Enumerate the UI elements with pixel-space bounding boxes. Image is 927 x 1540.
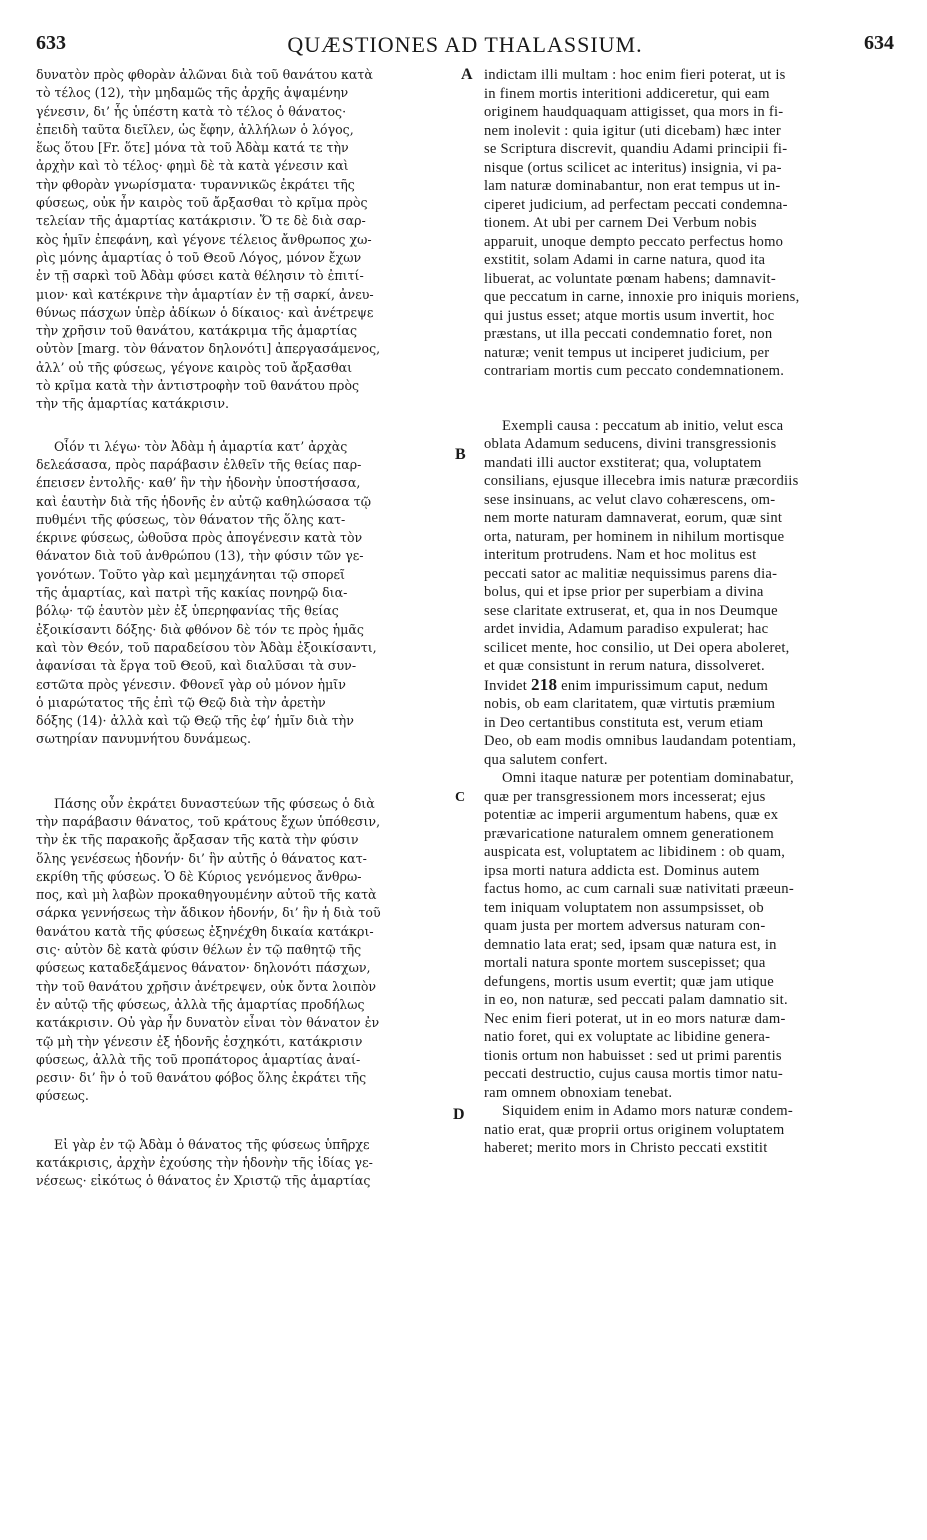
text-line: nisque (ortus scilicet ac interitus) insignia, vi pa- [484, 159, 782, 176]
text-line: in finem mortis interitioni addiceretur, qui eam [484, 85, 770, 102]
text-line: ρὶς μόνης ἁμαρτίας ὁ τοῦ Θεοῦ Λόγος, μόνον ἔχων [36, 249, 362, 265]
greek-paragraph-1 [36, 66, 458, 414]
text-line: orta, naturam, per hominem in nihilum mortisque [484, 528, 785, 545]
margin-marker-d: D [453, 1106, 465, 1123]
text-line: ἐξοικίσαντι δόξης· διὰ φθόνον δὲ τόν τε πρὸς ἡμᾶς [36, 621, 364, 637]
text-line: tem iniquam voluptatem non assumpsisset, ob [484, 899, 764, 916]
text-line: in Deo certantibus constituta est, verum etiam [484, 714, 764, 731]
text-line: κατάκρισιν. Οὐ γὰρ ἦν δυνατὸν εἶναι τὸν θάνατον ἐν [36, 1015, 380, 1031]
text-line: τὴν φθορὰν γνωρίσματα· τυραννικῶς ἐκράτει τῆς [36, 176, 355, 192]
text-line: defungens, mortis usum evertit; quæ jam utique [484, 973, 774, 990]
text-line: prævaricatione naturalem omnem generationem [484, 825, 774, 842]
text-line: καὶ τὸν Θεόν, τοῦ παραδείσου τὸν Ἀδὰμ ἐξοικίσαντι, [36, 639, 377, 655]
latin-paragraph-3 [484, 769, 894, 1102]
text-line: Εἰ γὰρ ἐν τῷ Ἀδὰμ ὁ θάνατος τῆς φύσεως ὑπῆρχε [54, 1136, 370, 1152]
text-line: peccati sator ac malitiæ nequissimus parens dia- [484, 565, 778, 582]
text-line: τὴν τοῦ θανάτου χρῆσιν ἀνέτρεψεν, οὐκ ὄντα λοιπὸν [36, 978, 377, 994]
text-line: scilicet mente, hoc consilio, ut Dei opera aboleret, [484, 639, 790, 656]
text-line: εστῶτα πρὸς γένεσιν. Φθονεῖ γὰρ οὐ μόνον ἡμῖν [36, 676, 346, 692]
text-line: τὴν τῆς ἁμαρτίας κατάκρισιν. [36, 396, 230, 412]
text-line: Siquidem enim in Adamo mors naturæ condem- [502, 1103, 793, 1119]
text-line: ὁ μιαρώτατος τῆς ἐπὶ τῷ Θεῷ διὰ τὴν ἀρετὴν [36, 694, 326, 710]
text-line: auspicata est, voluptatem ac libidinem : ob quam, [484, 844, 786, 860]
text-line: ἐν τῇ σαρκὶ τοῦ Ἀδὰμ φύσει κατὰ θέλησιν τὸ ἐπιτί- [36, 268, 364, 284]
latin-line-with-number: Invidet 218 enim impurissimum caput, nedum [484, 675, 769, 694]
text-line: natio erat, quæ proprii ortus originem voluptatem [484, 1121, 785, 1138]
text-line: Exempli causa : peccatum ab initio, velut esca [502, 417, 784, 434]
text-line: μιον· καὶ κατέκρινε τὴν ἁμαρτίαν ἐν τῇ σαρκί, ἀνευ- [36, 286, 374, 302]
text-line: κὸς ἡμῖν ἐπεφάνη, καὶ γέγονε τέλειος ἄνθρωπος χω- [36, 231, 372, 247]
text-line: tionem. At ubi per carnem Dei Verbum nobis [484, 215, 757, 231]
text-line: νέσεως· εἰκότως ὁ θάνατος ἐν Χριστῷ τῆς ἁμαρτίας [36, 1173, 371, 1189]
text-line: ἕως ὅτου [Fr. ὅτε] μόνα τὰ τοῦ Ἀδὰμ κατά τε τὴν [36, 140, 349, 156]
text-line: σωτηρίαν πανυμνήτου δυνάμεως. [36, 731, 252, 747]
text-line: interitum protrudens. Nam et hoc molitus est [484, 547, 757, 563]
text-line: quam justa per mortem adversus naturam con- [484, 918, 766, 934]
text-line: ἀρχὴν καὶ τὸ τέλος· φημὶ δὲ τὰ κατὰ γένεσιν καὶ [36, 158, 349, 174]
text-line: εκρίθη τῆς φύσεως. Ὁ δὲ Κύριος γενόμενος ἄνθρω- [36, 868, 362, 884]
text-line: καὶ ἑαυτὴν διὰ τῆς ἡδονῆς ἐν αὐτῷ καθηλώσασα τῷ [36, 493, 371, 509]
greek-paragraph-3 [36, 795, 458, 1106]
page-number-right: 634 [864, 32, 894, 54]
text-line: ram omnem obnoxiam tenebat. [484, 1084, 673, 1101]
text-line: Omni itaque naturæ per potentiam dominabatur, [502, 770, 794, 786]
text-line: τῷ μὴ τὴν γένεσιν ἐξ ἡδονῆς ἐσχηκότι, κατάκρισιν [36, 1033, 363, 1049]
text-line: oblata Adamum seducens, divini transgressionis [484, 436, 777, 452]
text-line: haberet; merito mors in Christo peccati exstitit [484, 1140, 768, 1156]
text-line: ipsa morti natura addicta est. Dominus autem [484, 862, 760, 879]
text-line: peccati destructio, cujus causa mortis timor natu- [484, 1066, 784, 1082]
text-line: mandati illi auctor exstiterat; qua, voluptatem [484, 454, 762, 471]
text-line: δόξης (14)· ἀλλὰ καὶ τῷ Θεῷ τῆς ἐφ’ ἡμῖν διὰ τὴν [36, 713, 354, 729]
margin-marker-c: C [455, 790, 466, 805]
text-line: apparuit, unoque dempto peccato perfectus homo [484, 233, 784, 250]
text-line: sese insinuans, ac velut clavo cohærescens, om- [484, 491, 776, 508]
text-line: indictam illi multam : hoc enim fieri poterat, ut is [484, 67, 786, 83]
text-line: se Scriptura discrevit, quandiu Adami principii fi- [484, 141, 788, 157]
text-line: έκρινε φύσεως, ὠθοῦσα πρὸς ἀπογένεσιν κατὰ τὸν [36, 530, 363, 546]
text-line: sese claritate extruserat, et, qua in nos Deumque [484, 602, 778, 619]
text-line: δελεάσασα, πρὸς παράβασιν ἐλθεῖν τῆς θείας παρ- [36, 456, 362, 472]
text-line: θανάτου κατὰ τῆς φύσεως ἐξηνέχθη δικαία κατάκρι- [36, 923, 374, 939]
text-line: πυθμένι τῆς φύσεως, τὸν θάνατον τῆς ὅλης κατ- [36, 511, 346, 527]
text-line: libuerat, ac voluntate pœnam habens; damnavit- [484, 270, 776, 287]
greek-column [36, 66, 458, 1191]
text-line: qui justus esset; atque mortis usum invertit, hoc [484, 307, 775, 324]
text-line: bolus, qui et ipse prior per superbiam a divina [484, 584, 764, 600]
text-line: θάνατον διὰ τοῦ ἀνθρώπου (13), τὴν φύσιν τῶν γε- [36, 548, 364, 564]
text-line: lam naturæ dominabantur, non erat tempus ut in- [484, 178, 781, 194]
text-line: factus homo, ac cum carnali suæ nativitati præeun- [484, 881, 794, 897]
column-number-218: 218 [531, 675, 558, 694]
text-line: σάρκα γεννήσεως τὴν ἄδικον ἡδονήν, δι’ ἣν ἡ διὰ τοῦ [36, 905, 381, 921]
text-line: originem haudquaquam attigisset, qua mors in fi- [484, 104, 784, 120]
text-line: τελείαν τῆς ἁμαρτίας κατάκρισιν. Ὅ τε δὲ διὰ σαρ- [36, 213, 366, 229]
text-line: τῆς ἁμαρτίας, καὶ πατρὶ τῆς κακίας πονηρῷ δια- [36, 585, 348, 601]
margin-marker-b: B [455, 446, 466, 463]
text-line: κατάκρισις, ἀρχὴν ἐχούσης τὴν ἡδονὴν τῆς ἰδίας γε- [36, 1155, 373, 1171]
text-line: natio foret, qui ex voluptate ac libidine genera- [484, 1029, 771, 1045]
margin-marker-a: A [461, 66, 473, 83]
text-line: nem inolevit : quia igitur (uti dicebam) hæc inter [484, 122, 782, 139]
latin-column [484, 66, 894, 1158]
text-line: βόλῳ· τῷ ἑαυτὸν μὲν ἐξ ὑπερηφανίας τῆς θείας [36, 603, 339, 619]
text-line: σις· αὐτὸν δὲ κατὰ φύσιν θέλων ἐν τῷ παθητῷ τῆς [36, 942, 362, 958]
text-line: qua salutem confert. [484, 751, 608, 768]
text-line: et quæ consistunt in rerum natura, dissolveret. [484, 658, 765, 674]
text-line: consilians, ejusque illecebra imis naturæ præcordiis [484, 473, 799, 489]
text-line: ὅλης γενέσεως ἡδονήν· δι’ ἣν αὐτῆς ὁ θάνατος κατ- [36, 850, 367, 866]
text-line: nem morte naturam damnaverat, eorum, quæ sint [484, 510, 783, 526]
text-line: γένεσιν, δι’ ἧς ὑπέστη κατὰ τὸ τέλος ὁ θάνατος· [36, 103, 347, 119]
text-line: que peccatum in carne, innoxie pro iniquis moriens, [484, 289, 800, 305]
text-line: ἀλλ’ οὐ τῆς φύσεως, γέγονε καιρὸς τοῦ ἄρξασθαι [36, 359, 353, 375]
greek-paragraph-4 [36, 1136, 458, 1191]
text-line: τὸ τέλος (12), τὴν μηδαμῶς τῆς ἀρχῆς ἀψαμένην [36, 85, 349, 101]
running-title: QUÆSTIONES AD THALASSIUM. [287, 32, 643, 57]
text-line: φύσεως, οὐκ ἦν καιρὸς τοῦ ἄρξασθαι τὸ κρῖμα πρὸς [36, 195, 368, 211]
page-number-left: 633 [36, 32, 66, 54]
text-line: έπεισεν ἐντολῆς· καθ’ ἣν τὴν ἡδονὴν ὑποστήσασα, [36, 475, 361, 491]
text-line: τὴν χρῆσιν τοῦ θανάτου, κατάκριμα τῆς ἁμαρτίας [36, 323, 357, 339]
latin-paragraph-2b [484, 695, 894, 769]
text-line: ciperet judicium, ad perfectam peccati condemna- [484, 196, 788, 213]
latin-paragraph-1 [484, 66, 894, 381]
text-line: potentiæ ac imperii argumentum habens, quæ ex [484, 807, 779, 823]
text-line: naturæ; venit tempus ut inciperet judicium, per [484, 344, 770, 361]
text-line: φύσεως, ἀλλὰ τῆς τοῦ προπάτορος ἁμαρτίας ἀναί- [36, 1051, 361, 1067]
text-line: δυνατὸν πρὸς φθορὰν ἀλῶναι διὰ τοῦ θανάτου κατὰ [36, 67, 373, 82]
text-line: τὴν ἐκ τῆς παρακοῆς ἄρξασαν τῆς κατὰ τὴν φύσιν [36, 832, 359, 848]
greek-paragraph-2 [36, 438, 458, 749]
text-line: φύσεως. [36, 1088, 89, 1104]
text-line: θύνως πάσχων ὑπὲρ ἀδίκων ὁ δίκαιος· καὶ ἀνέτρεψε [36, 304, 374, 320]
text-line: φύσεως καταδεξάμενος θάνατον· δηλονότι πάσχων, [36, 960, 371, 976]
latin-paragraph-4 [484, 1102, 894, 1158]
text-line: ἐν αὐτῷ τῆς φύσεως, ἀλλὰ τῆς ἁμαρτίας προδήλως [36, 996, 365, 1012]
text-line: οὐτὸν [marg. τὸν θάνατον δηλονότι] ἀπεργασάμενος, [36, 341, 381, 357]
text-line: ρεσιν· δι’ ἣν ὁ τοῦ θανάτου φόβος ὅλης ἐκράτει τῆς [36, 1070, 367, 1086]
text-line: mortali natura sponte mortem suscepisset; qua [484, 955, 766, 971]
text-line: contrariam mortis cum peccato condemnationem. [484, 363, 785, 379]
text-line: γονότων. Τοῦτο γὰρ καὶ μεμηχάνηται τῷ σπορεῖ [36, 566, 345, 582]
text-line: præstans, ut illa peccati condemnatio foret, non [484, 326, 773, 342]
text-line: tionis ortum non habuisset : sed ut primi parentis [484, 1047, 782, 1064]
text-line: ardet invidia, Adamum paradiso expulerat; hac [484, 621, 769, 637]
text-line: Deo, ob eam modis omnibus laudandam potentiam, [484, 733, 797, 749]
text-line: quæ per transgressionem mors incesserat; ejus [484, 788, 766, 805]
text-line: ἐπειδὴ ταῦτα διεῖλεν, ὡς ἔφην, ἀλλήλων ὁ λόγος, [36, 121, 354, 137]
text-line: Οἷόν τι λέγω· τὸν Ἀδὰμ ἡ ἁμαρτία κατ’ ἀρχὰς [54, 438, 348, 454]
text-line: demnatio lata erat; sed, ipsam quæ natura est, in [484, 936, 777, 953]
text-line: τὴν παράβασιν θάνατος, τοῦ κράτους ἔχων ὑπόθεσιν, [36, 813, 381, 829]
page-header [36, 32, 894, 62]
text-line: exstitit, solam Adami in carne natura, quod ita [484, 252, 766, 268]
text-line: Nec enim fieri poterat, ut in eo mors naturæ dam- [484, 1010, 786, 1027]
text-line: ἀφανίσαι τὰ ἔργα τοῦ Θεοῦ, καὶ διαλῦσαι τὰ συν- [36, 658, 357, 674]
text-line: Πάσης οὖν ἐκράτει δυναστεύων τῆς φύσεως ὁ διὰ [54, 795, 375, 811]
text-line: πος, καὶ μὴ λαβὼν προκαθηγουμένην αὐτοῦ τῆς κατὰ [36, 887, 377, 903]
text-line: τὸ κρῖμα κατὰ τὴν ἀντιστροφὴν τοῦ θανάτου πρὸς [36, 378, 360, 394]
text-line: in eo, non naturæ, sed peccati palam damnatio sit. [484, 992, 788, 1008]
text-line: nobis, ob eam claritatem, quæ virtutis præmium [484, 696, 776, 712]
latin-paragraph-2a [484, 417, 894, 676]
